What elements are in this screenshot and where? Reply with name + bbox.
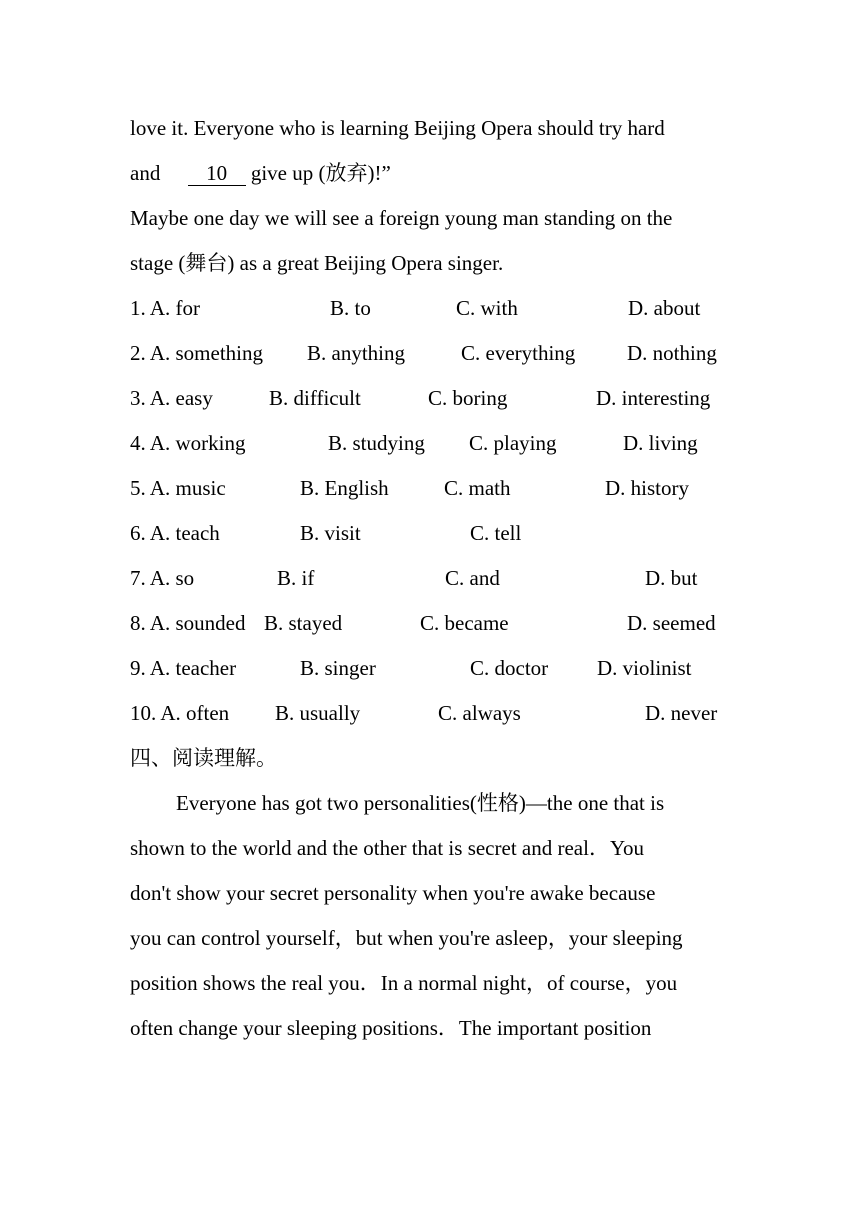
options-row-6 bbox=[0, 518, 860, 548]
option-a: 10. A. often bbox=[130, 701, 230, 725]
reading-line-1: Everyone has got two personalities(性格)—the one that is bbox=[176, 791, 665, 815]
option-c: C. with bbox=[456, 296, 518, 320]
option-a: 1. A. for bbox=[130, 296, 200, 320]
option-b: B. anything bbox=[307, 341, 405, 365]
option-a: 5. A. music bbox=[130, 476, 226, 500]
option-d: D. history bbox=[605, 476, 689, 500]
option-a: 6. A. teach bbox=[130, 521, 220, 545]
option-d: D. but bbox=[645, 566, 698, 590]
options-row-5 bbox=[0, 473, 860, 503]
options-row-10 bbox=[0, 698, 860, 728]
option-c: C. playing bbox=[469, 431, 557, 455]
option-b: B. stayed bbox=[264, 611, 343, 635]
passage-line-2-end: give up (放弃)!” bbox=[245, 161, 391, 185]
option-c: C. tell bbox=[470, 521, 522, 545]
options-row-2 bbox=[0, 338, 860, 368]
options-row-3 bbox=[0, 383, 860, 413]
passage-line-2 bbox=[130, 158, 391, 188]
option-b: B. English bbox=[300, 476, 389, 500]
option-d: D. seemed bbox=[627, 611, 716, 635]
option-d: D. nothing bbox=[627, 341, 717, 365]
options-row-9 bbox=[0, 653, 860, 683]
passage-line-1: love it. Everyone who is learning Beijing Opera should try hard bbox=[130, 116, 665, 140]
reading-line-4: you can control yourself，but when you're asleep，your sleeping bbox=[130, 926, 683, 950]
reading-line-6: often change your sleeping positions．The important position bbox=[130, 1016, 652, 1040]
option-c: C. always bbox=[438, 701, 521, 725]
option-b: B. visit bbox=[300, 521, 361, 545]
option-d: D. never bbox=[645, 701, 718, 725]
option-a: 8. A. sounded bbox=[130, 611, 246, 635]
option-c: C. everything bbox=[461, 341, 576, 365]
passage-line-4: stage (舞台) as a great Beijing Opera singer. bbox=[130, 251, 504, 275]
option-b: B. studying bbox=[328, 431, 425, 455]
option-c: C. doctor bbox=[470, 656, 549, 680]
passage-line-2-start: and bbox=[130, 161, 166, 185]
options-row-4 bbox=[0, 428, 860, 458]
reading-line-5: position shows the real you．In a normal night，of course，you bbox=[130, 971, 678, 995]
reading-line-2: shown to the world and the other that is secret and real．You bbox=[130, 836, 645, 860]
option-c: C. became bbox=[420, 611, 509, 635]
options-row-8 bbox=[0, 608, 860, 638]
option-d: D. about bbox=[628, 296, 701, 320]
option-a: 9. A. teacher bbox=[130, 656, 237, 680]
option-a: 3. A. easy bbox=[130, 386, 213, 410]
reading-line-3: don't show your secret personality when you're awake because bbox=[130, 881, 656, 905]
option-a: 7. A. so bbox=[130, 566, 195, 590]
options-row-1 bbox=[0, 293, 860, 323]
option-d: D. living bbox=[623, 431, 698, 455]
option-b: B. difficult bbox=[269, 386, 361, 410]
option-c: C. and bbox=[445, 566, 500, 590]
answer-blank: 10 bbox=[188, 161, 246, 186]
section-heading: 四、阅读理解。 bbox=[130, 746, 277, 770]
option-c: C. boring bbox=[428, 386, 508, 410]
option-d: D. interesting bbox=[596, 386, 711, 410]
option-a: 2. A. something bbox=[130, 341, 264, 365]
options-row-7 bbox=[0, 563, 860, 593]
option-b: B. to bbox=[330, 296, 371, 320]
option-b: B. if bbox=[277, 566, 315, 590]
option-a: 4. A. working bbox=[130, 431, 246, 455]
option-b: B. singer bbox=[300, 656, 376, 680]
option-d: D. violinist bbox=[597, 656, 692, 680]
option-c: C. math bbox=[444, 476, 511, 500]
option-b: B. usually bbox=[275, 701, 361, 725]
passage-line-3: Maybe one day we will see a foreign young man standing on the bbox=[130, 206, 673, 230]
